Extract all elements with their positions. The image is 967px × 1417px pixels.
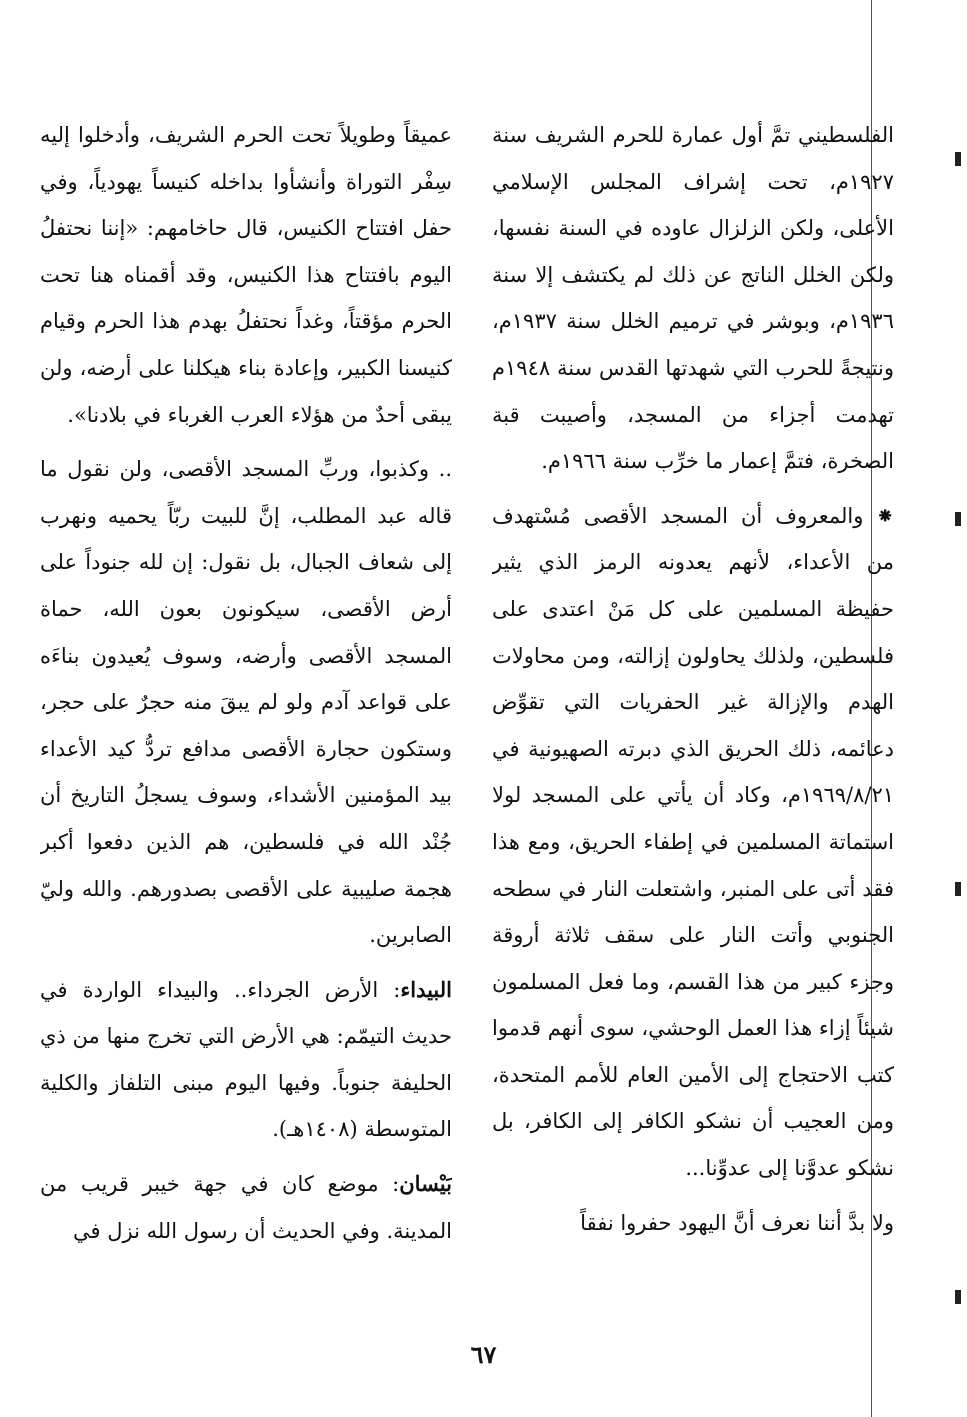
paragraph: عميقاً وطويلاً تحت الحرم الشريف، وأدخلوا إليه سِفْر التوراة وأنشأوا بداخله كنيساً يهودياً، وفي حفل افتتاح الكنيس، قال حاخامهم: «إننا نحتفلُ اليوم بافتتاح هذا الكنيس، وقد أقمناه هنا تحت الحرم مؤقتاً، وغداً نحتفلُ بهدم هذا الحرم وقيام كنيسنا الكبير، وإعادة بناء هيكلنا على أرضه، ولن يبقى أحدٌ من هؤلاء العرب الغرباء في بلادنا». bbox=[40, 123, 452, 427]
paragraph bbox=[492, 493, 894, 1192]
entry-term: البيداء bbox=[400, 976, 452, 1002]
edge-mark bbox=[955, 152, 961, 166]
paragraph: ولا بدَّ أننا نعرف أنَّ اليهود حفروا نفقاً bbox=[580, 1210, 894, 1235]
asterisk-mark: ⁕ bbox=[876, 502, 894, 528]
entry-term: بَيْسان bbox=[399, 1171, 452, 1197]
edge-mark bbox=[955, 882, 961, 896]
right-text-column bbox=[492, 112, 894, 1312]
entry-definition: : الأرض الجرداء.. والبيداء الواردة في حديث التيمّم: هي الأرض التي تخرج منها من ذي الحليفة جنوباً. وفيها اليوم مبنى التلفاز والكلية المتوسطة (١٤٠٨هـ). bbox=[40, 977, 452, 1142]
dictionary-entry bbox=[40, 967, 452, 1153]
left-text-column bbox=[40, 112, 452, 1312]
dictionary-entry bbox=[40, 1161, 452, 1254]
entry-definition: : موضع كان في جهة خيبر قريب من المدينة. وفي الحديث أن رسول الله نزل في bbox=[40, 1172, 452, 1243]
paragraph: .. وكذبوا، وربِّ المسجد الأقصى، ولن نقول ما قاله عبد المطلب، إنَّ للبيت ربّاً يحميه ونهرب إلى شعاف الجبال، بل نقول: إن لله جنوداً على أرض الأقصى، سيكونون بعون الله، حماة المسجد الأقصى وأرضه، وسوف يُعيدون بناءَه على قواعد آدم ولو لم يبقَ منه حجرٌ على حجر، وستكون حجارة الأقصى مدافع تردُّ كيد الأعداء بيد المؤمنين الأشداء، وسوف يسجلُ التاريخ أن جُنْد الله في فلسطين، هم الذين دفعوا أكبر هجمة صليبية على الأقصى بصدورهم. والله وليّ الصابرين. bbox=[40, 457, 452, 948]
paragraph: الفلسطيني تمَّ أول عمارة للحرم الشريف سنة ١٩٢٧م، تحت إشراف المجلس الإسلامي الأعلى، ولكن الزلزال عاوده في السنة نفسها، ولكن الخلل الناتج عن ذلك لم يكتشف إلا سنة ١٩٣٦م، وبوشر في ترميم الخلل سنة ١٩٣٧م، ونتيجةً للحرب التي شهدتها القدس سنة ١٩٤٨م تهدمت أجزاء من المسجد، وأصيبت قبة الصخرة، فتمَّ إعمار ما خرِّب سنة ١٩٦٦م. bbox=[492, 123, 894, 474]
paragraph-text: والمعروف أن المسجد الأقصى مُسْتهدف من الأعداء، لأنهم يعدونه الرمز الذي يثير حفيظة المسلمين على كل مَنْ اعتدى على فلسطين، ولذلك يحاولون إزالته، ومن محاولات الهدم والإزالة غير الحفريات التي تقوِّض دعائمه، ذلك الحريق الذي دبرته الصهيونية في ١٩٦٩/٨/٢١م، وكاد أن يأتي على المسجد لولا استماتة المسلمين في إطفاء الحريق، ومع هذا فقد أتى على المنبر، واشتعلت النار في سطحه الجنوبي وأتت النار على سقف ثلاثة أروقة وجزء كبير من هذا القسم، وما فعل المسلمون شيئاً إزاء هذا العمل الوحشي، سوى أنهم قدموا كتب الاحتجاج إلى الأمين العام للأمم المتحدة، ومن العجيب أن نشكو الكافر إلى الكافر، بل نشكو عدوَّنا إلى عدوِّنا... bbox=[492, 503, 894, 1181]
edge-mark bbox=[955, 512, 961, 526]
page-number: ٦٧ bbox=[470, 1340, 497, 1369]
edge-mark bbox=[955, 1290, 961, 1304]
